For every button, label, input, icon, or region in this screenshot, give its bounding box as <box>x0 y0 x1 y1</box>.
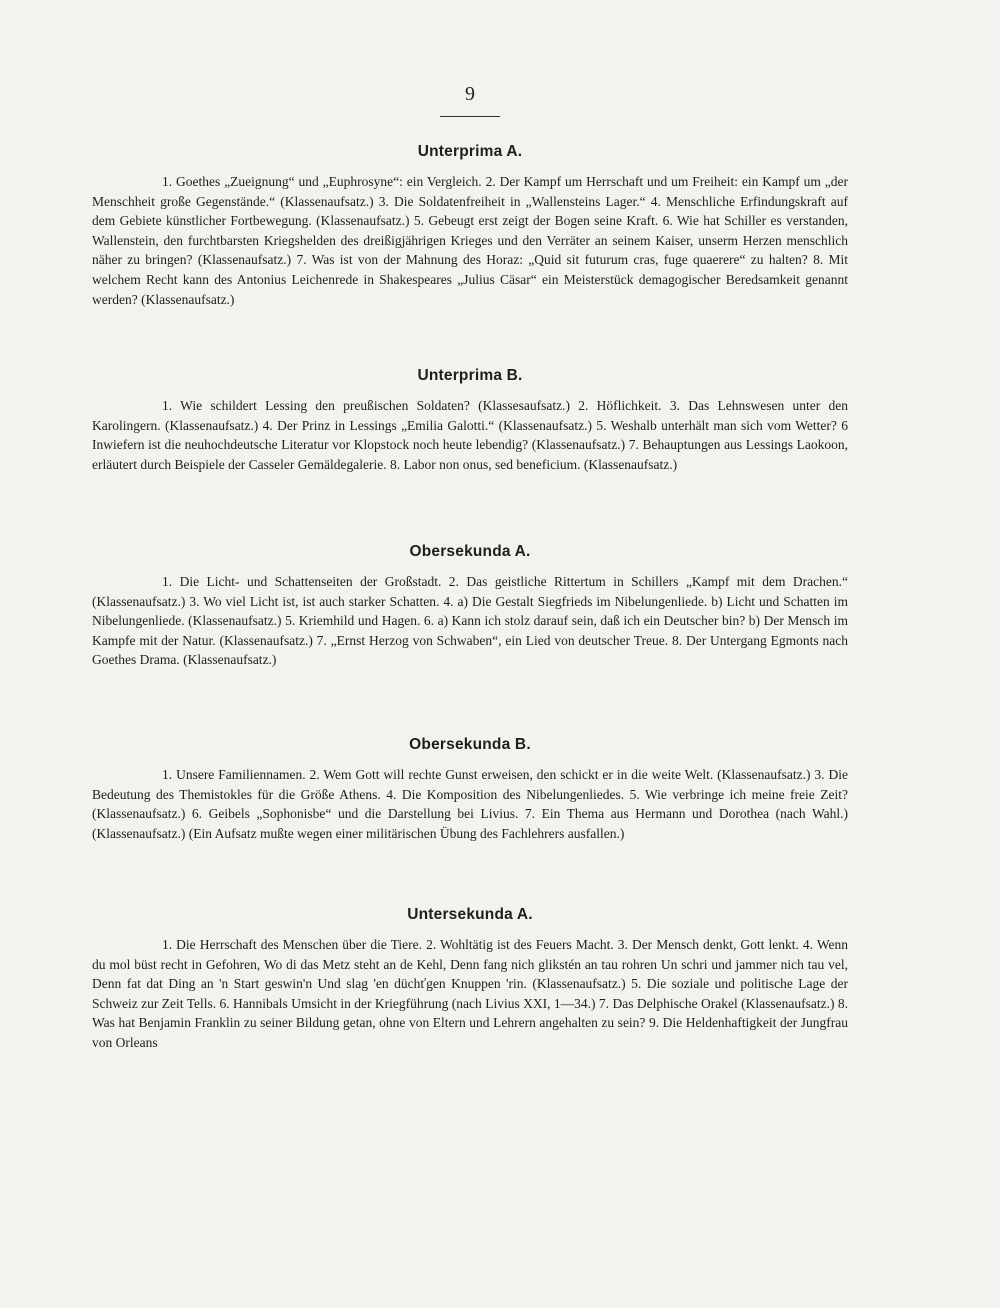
section-unterprima-a <box>92 142 848 309</box>
section-heading: Unterprima B. <box>417 367 523 384</box>
section-text: 1. Wie schildert Lessing den preußischen Soldaten? (Klassesaufsatz.) 2. Höflichkeit. 3. Das Lehnswesen unter den Karolingern. (Klassenaufsatz.) 4. Der Prinz in Lessings „Emilia Galotti.“ (Klassenaufsatz.) 5. Weshalb unterhält man sich vom Wetter? 6 Inwiefern ist die neuhochdeutsche Literatur vor Klopstock noch heute lebendig? (Klassenaufsatz.) 7. Behauptungen aus Lessings Laokoon, erläutert durch Beispiele der Casseler Gemäldegalerie. 8. Labor non onus, sed beneficium. (Klassenaufsatz.) <box>92 398 848 472</box>
section-untersekunda-a <box>92 905 848 1053</box>
page-number: 9 <box>465 83 475 105</box>
section-text: 1. Die Herrschaft des Menschen über die Tiere. 2. Wohltätig ist des Feuers Macht. 3. Der Mensch denkt, Gott lenkt. 4. Wenn du mol büst recht in Gefohren, Wo di das Metz steht an de Kehl, Denn fang nich glikstén an tau rohren Un schri und jammer nich tau vel, Denn fat dat Ding an 'n Start geswin'n Und slag 'en düchťgen Knuppen 'rin. (Klassenaufsatz.) 5. Die soziale und politische Lage der Schweiz zur Zeit Tells. 6. Hannibals Umsicht in der Kriegführung (nach Livius XXI, 1—34.) 7. Das Delphische Orakel (Klassenaufsatz.) 8. Was hat Benjamin Franklin zu seiner Bildung getan, ohne von Eltern und Lehrern angehalten zu sein? 9. Die Heldenhaftigkeit der Jungfrau von Orleans <box>92 937 848 1050</box>
section-heading: Untersekunda A. <box>407 906 533 923</box>
section-obersekunda-a <box>92 542 848 670</box>
section-unterprima-b <box>92 366 848 474</box>
section-heading: Unterprima A. <box>417 143 523 160</box>
section-heading: Obersekunda B. <box>409 736 531 753</box>
section-obersekunda-b <box>92 735 848 843</box>
section-text: 1. Unsere Familiennamen. 2. Wem Gott will rechte Gunst erweisen, den schickt er in die weite Welt. (Klassenaufsatz.) 3. Die Bedeutung des Themistokles für die Größe Athens. 4. Die Komposition des Nibelungenliedes. 5. Wie verbringe ich meine freie Zeit? (Klassenaufsatz.) 6. Geibels „Sophonisbe“ und die Darstellung bei Livius. 7. Ein Thema aus Hermann und Dorothea (nach Wahl.) (Klassenaufsatz.) (Ein Aufsatz mußte wegen einer militärischen Übung des Fachlehrers ausfallen.) <box>92 767 848 841</box>
section-text: 1. Die Licht- und Schattenseiten der Großstadt. 2. Das geistliche Rittertum in Schillers „Kampf mit dem Drachen.“ (Klassenaufsatz.) 3. Wo viel Licht ist, ist auch starker Schatten. 4. a) Die Gestalt Siegfrieds im Nibelungenliede. b) Licht und Schatten im Nibelungenliede. (Klassenaufsatz.) 5. Kriemhild und Hagen. 6. a) Kann ich stolz darauf sein, daß ich ein Deutscher bin? b) Der Mensch im Kampfe mit der Natur. (Klassenaufsatz.) 7. „Ernst Herzog von Schwaben“, ein Lied von deutscher Treue. 8. Der Untergang Egmonts nach Goethes Drama. (Klassenaufsatz.) <box>92 574 848 668</box>
section-text: 1. Goethes „Zueignung“ und „Euphrosyne“: ein Vergleich. 2. Der Kampf um Herrschaft und um Freiheit: ein Kampf um „der Menschheit große Gegenstände.“ (Klassenaufsatz.) 3. Die Soldatenfreiheit in „Wallensteins Lager.“ 4. Menschliche Erfindungskraft auf dem Gebiete künstlicher Fortbewegung. (Klassenaufsatz.) 5. Gebeugt erst zeigt der Bogen seine Kraft. 6. Wie hat Schiller es verstanden, Wallenstein, den furchtbarsten Kriegshelden des dreißigjährigen Krieges und den Verräter an seinem Kaiser, unserm Herzen menschlich näher zu bringen? (Klassenaufsatz.) 7. Was ist von der Mahnung des Horaz: „Quid sit futurum cras, fuge quaerere“ zu halten? 8. Mit welchem Recht kann des Antonius Leichenrede in Shakespeares „Julius Cäsar“ ein Meisterstück demagogischer Beredsamkeit genannt werden? (Klassenaufsatz.) <box>92 174 848 307</box>
section-heading: Obersekunda A. <box>409 543 531 560</box>
page-number-rule <box>440 116 500 117</box>
